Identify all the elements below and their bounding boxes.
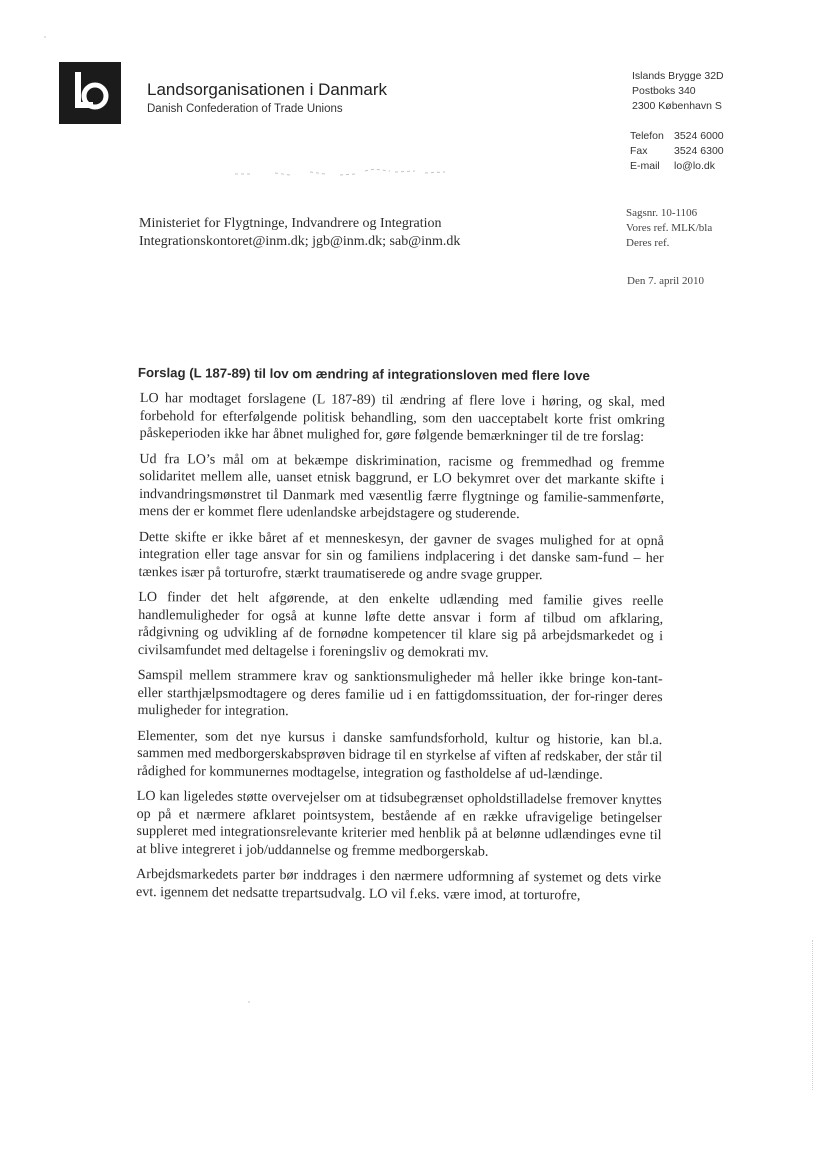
body-paragraph: Arbejdsmarkedets parter bør inddrages i den nærmere udformning af systemet og dets virke evt. igennem det nedsatte trepartsudvalg. LO vil f.eks. være imod, at torturofre, (135, 866, 662, 903)
letter-body (136, 390, 665, 913)
contact-label: Telefon (630, 130, 664, 142)
recipient-block (139, 215, 460, 251)
body-paragraph: Dette skifte er ikke båret af et menneskesyn, der gavner de svages mulighed for at opnå integration eller tage ansvar for sin og familiens indplacering i det danske sam-fund – her tænkes især på torturofre, stærkt traumatiserede og andre svage grupper. (138, 529, 664, 583)
contact-row-fax (630, 144, 724, 159)
scan-artifact (230, 162, 470, 182)
recipient-emails: Integrationskontoret@inm.dk; jgb@inm.dk; sab@inm.dk (139, 234, 461, 249)
contact-label: Fax (630, 145, 648, 157)
address-block (632, 69, 724, 114)
reference-block (626, 206, 712, 251)
scan-speck (44, 36, 46, 38)
contact-value: lo@lo.dk (674, 160, 716, 172)
contact-row-phone (630, 129, 724, 144)
body-paragraph: Ud fra LO’s mål om at bekæmpe diskrimination, racisme og fremmedhad og fremme solidaritet mellem alle, uanset etnisk baggrund, er LO bekymret over det markante skifte i indvandringsmønstret til Danmark med væsentlig færre flygtninge og familie-sammenførte, mens der er kommet flere udenlandske arbejdstagere og studerende. (138, 451, 665, 522)
your-reference: Deres ref. (626, 237, 670, 249)
address-line: Islands Brygge 32D (632, 70, 724, 82)
our-reference: Vores ref. MLK/bla (626, 222, 713, 234)
body-paragraph: LO kan ligeledes støtte overvejelser om at tidsubegrænset opholdstilladelse fremover knyttes op på et nærmere afklaret pointsystem, bestående af en række ufravigelige betingelser suppleret med integrationsrelevante kriterier med henblik på at belønne udlændinges evne til at blive integreret i job/uddannelse og fremme medborgerskab. (136, 788, 662, 860)
lo-logo-icon (59, 62, 121, 124)
body-paragraph: Samspil mellem strammere krav og sanktionsmuligheder må heller ikke bringe kon-tant- eller starthjælpsmodtagere og deres familie ud i en fattigdomssituation, der for-ringer deres muligheder for integration. (137, 667, 663, 720)
address-line: Postboks 340 (632, 85, 696, 97)
org-name: Landsorganisationen i Danmark (147, 80, 388, 99)
scan-speck (248, 1001, 250, 1003)
address-line: 2300 København S (632, 100, 722, 112)
scan-edge-line (812, 940, 814, 1090)
contact-value: 3524 6000 (674, 130, 724, 142)
contact-row-email (630, 159, 724, 174)
body-paragraph: LO har modtaget forslagene (L 187-89) til ændring af flere love i høring, og skal, med forbehold for efterfølgende politisk behandling, som den uacceptabelt korte frist omkring påskeperioden ikke har åbnet mulighed for, gøre følgende bemærkninger til de tre forslag: (139, 390, 665, 445)
case-number: Sagsnr. 10-1106 (626, 207, 698, 219)
org-subtitle: Danish Confederation of Trade Unions (147, 103, 343, 115)
recipient-name: Ministeriet for Flygtninge, Indvandrere og Integration (139, 216, 442, 231)
body-paragraph: Elementer, som det nye kursus i danske samfundsforhold, kultur og historie, kan bl.a. sammen med medborgerskabsprøven bidrage til en styrkelse af viften af redskaber, der står til rådighed for kommunernes modtagelse, integration og fastholdelse af ud-lændinge. (136, 728, 663, 783)
contact-value: 3524 6300 (674, 145, 724, 157)
body-paragraph: LO finder det helt afgørende, at den enkelte udlænding med familie gives reelle handlemuligheder for også at kunne løfte dette ansvar i form af tilbud om afklaring, rådgivning og udvikling af de fornødne kompetencer til klare sig på arbejdsmarkedet og i civilsamfundet med deltagelse i foreningsliv og demokrati mv. (137, 589, 664, 661)
subject-heading: Forslag (L 187-89) til lov om ændring af integrationsloven med flere love (137, 365, 590, 384)
letter-date: Den 7. april 2010 (627, 275, 704, 287)
contact-block (630, 129, 724, 174)
contact-label: E-mail (630, 160, 660, 172)
